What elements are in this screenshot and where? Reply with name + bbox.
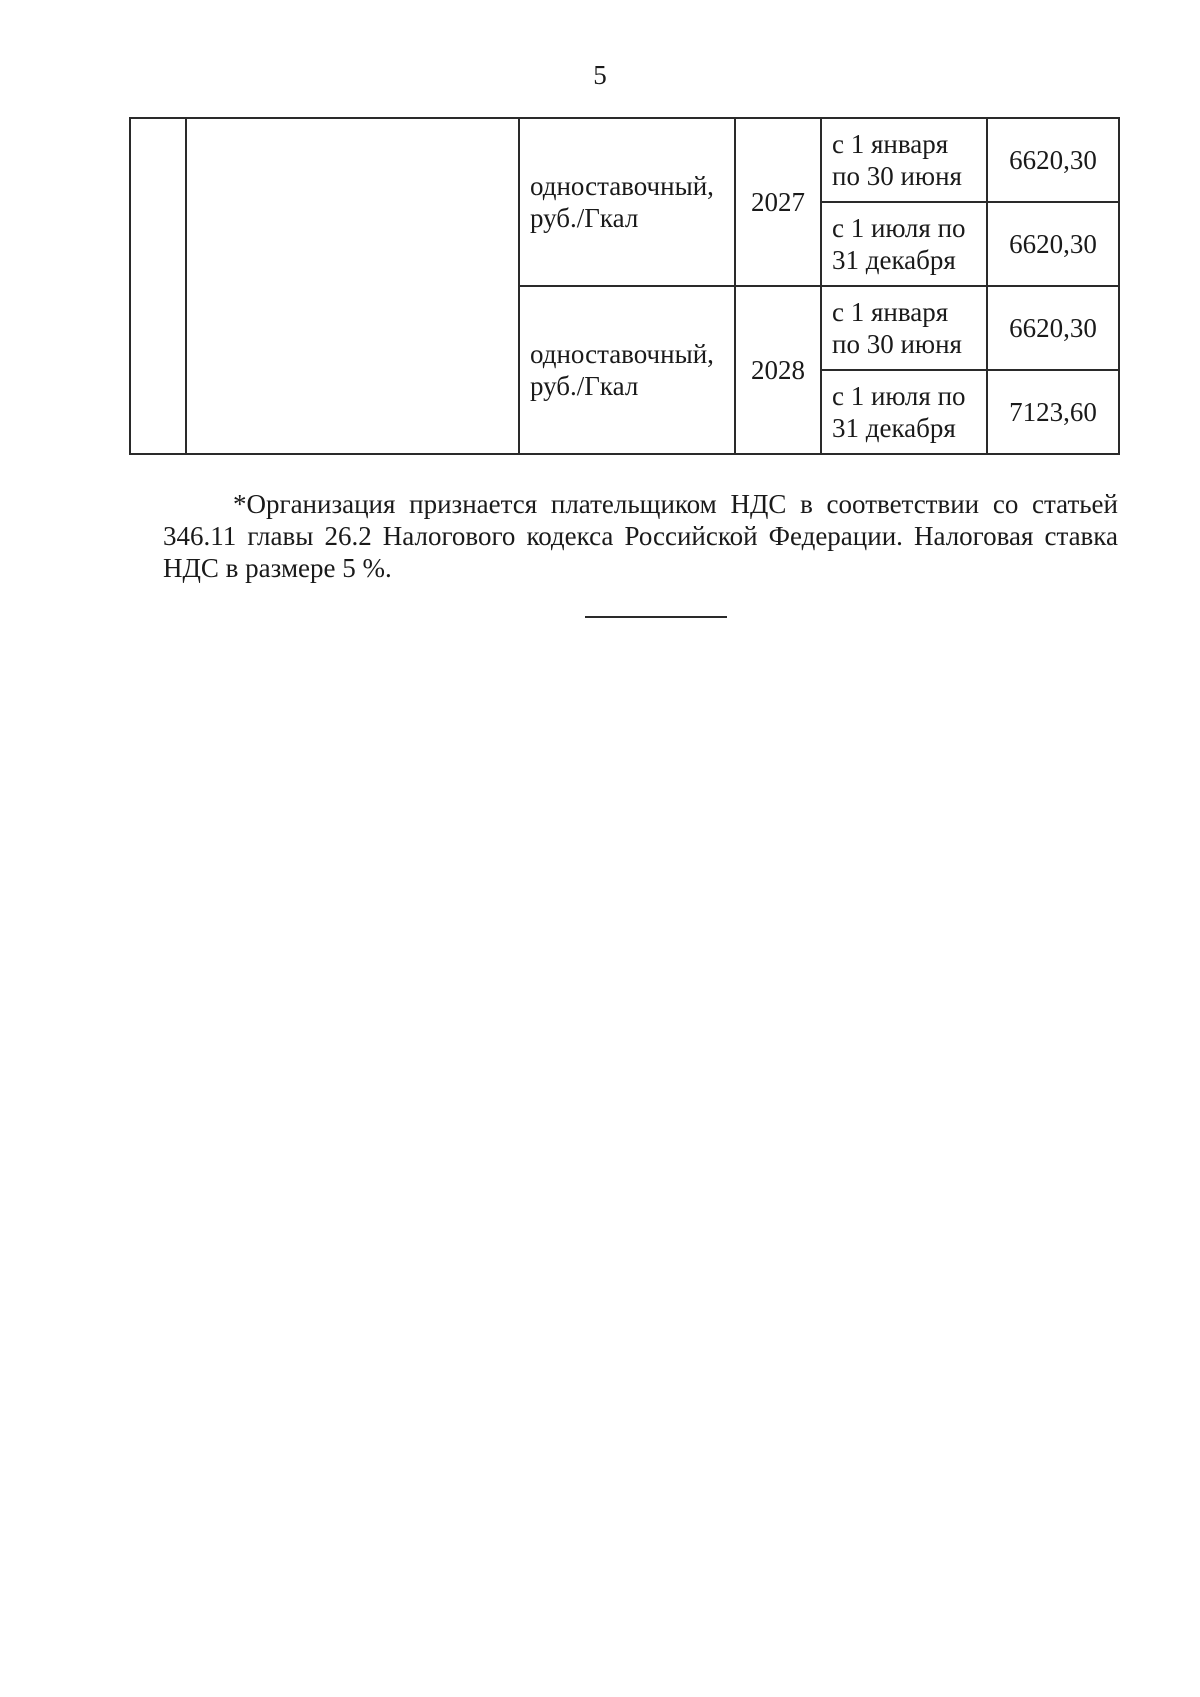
period-cell: с 1 января по 30 июня (821, 286, 987, 370)
period-cell: с 1 января по 30 июня (821, 118, 987, 202)
period-cell: с 1 июля по 31 декабря (821, 202, 987, 286)
tariff-type-cell: одноставочный, руб./Гкал (519, 118, 735, 286)
year-cell: 2027 (735, 118, 821, 286)
tariff-value-cell: 7123,60 (987, 370, 1119, 454)
vat-footnote: *Организация признается плательщиком НДС в соответствии со статьей 346.11 главы 26.2 Налогового кодекса Российской Федерации. Налоговая ставка НДС в размере 5 %. (163, 489, 1118, 583)
period-cell: с 1 июля по 31 декабря (821, 370, 987, 454)
row-number-cell (130, 118, 186, 454)
page-number: 5 (593, 60, 607, 90)
tariff-table (129, 117, 1120, 455)
tariff-type-cell: одноставочный, руб./Гкал (519, 286, 735, 454)
year-cell: 2028 (735, 286, 821, 454)
tariff-value-cell: 6620,30 (987, 202, 1119, 286)
tariff-value-cell: 6620,30 (987, 118, 1119, 202)
organization-cell (186, 118, 519, 454)
end-divider (585, 616, 727, 618)
tariff-value-cell: 6620,30 (987, 286, 1119, 370)
table-row (130, 118, 1119, 202)
